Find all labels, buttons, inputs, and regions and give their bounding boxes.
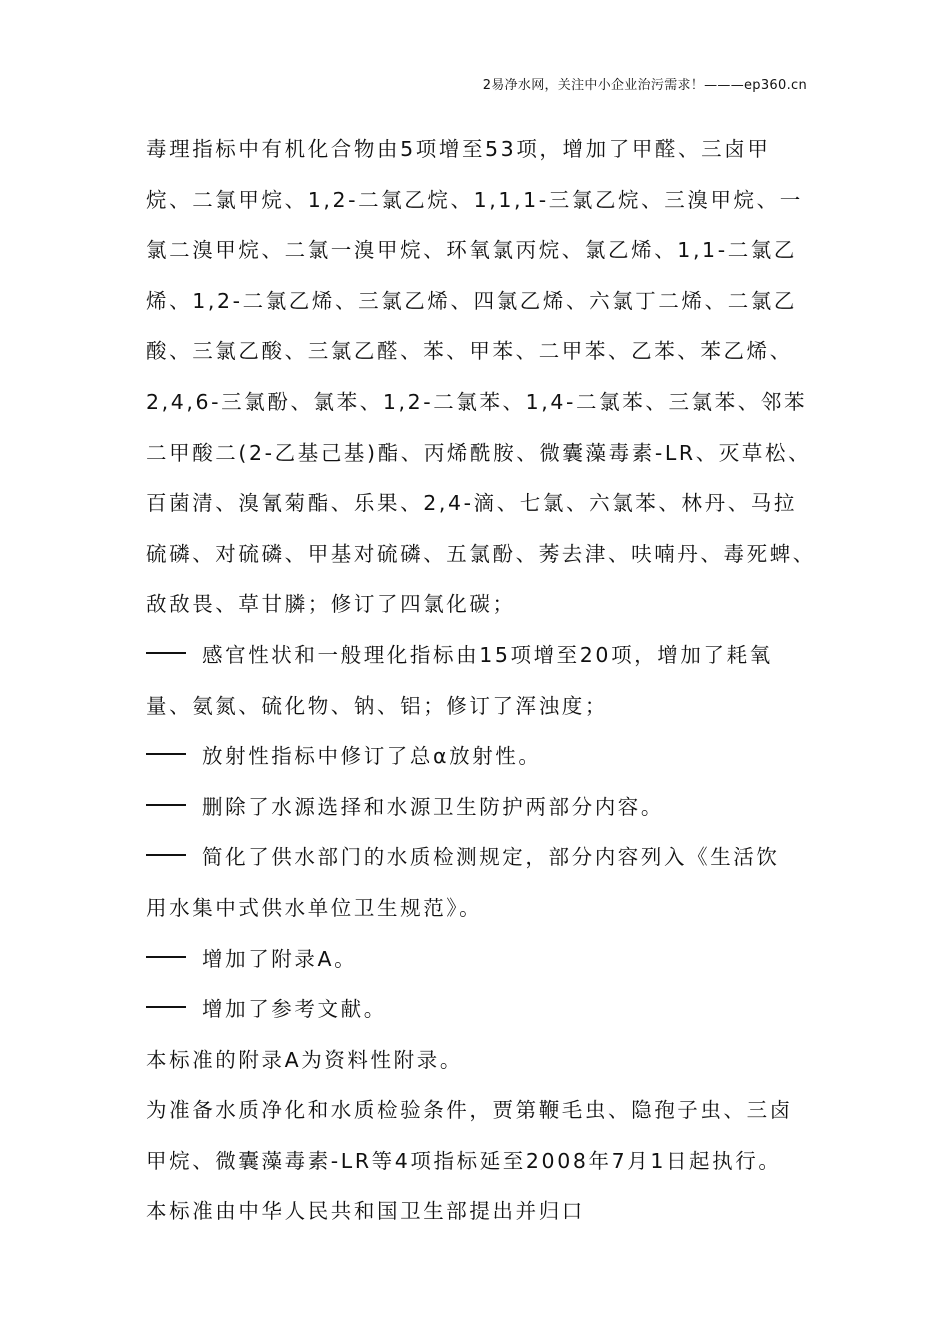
text-line: [146, 276, 810, 327]
text-line: [146, 124, 810, 175]
paragraph-radioactivity: [146, 731, 810, 782]
line-text: 烷、二氯甲烷、1,2-二氯乙烷、1,1,1-三氯乙烷、三溴甲烷、一: [146, 187, 803, 212]
line-text: 用水集中式供水单位卫生规范》。: [146, 895, 483, 920]
line-text: 感官性状和一般理化指标由15项增至20项，增加了耗氧: [202, 642, 773, 667]
text-line: [146, 428, 810, 479]
paragraph-monitoring: [146, 832, 810, 933]
page-header: 2易净水网，关注中小企业治污需求！———ep360.cn: [482, 78, 807, 93]
text-line: [146, 984, 810, 1035]
paragraph-appendix-a: [146, 934, 810, 985]
paragraph-implementation: [146, 1085, 810, 1186]
paragraph-references: [146, 984, 810, 1035]
line-text: 增加了附录A。: [202, 946, 358, 971]
em-dash: [146, 956, 186, 958]
text-line: [146, 782, 810, 833]
paragraph-water-source: [146, 782, 810, 833]
line-text: 简化了供水部门的水质检测规定，部分内容列入《生活饮: [202, 845, 780, 870]
paragraph-sensory: [146, 630, 810, 731]
text-line: [146, 1136, 810, 1187]
line-text: 2,4,6-三氯酚、氯苯、1,2-二氯苯、1,4-二氯苯、三氯苯、邻苯: [146, 389, 808, 414]
text-line: [146, 681, 810, 732]
text-line: [146, 579, 810, 630]
text-line: [146, 478, 810, 529]
line-text: 敌敌畏、草甘膦；修订了四氯化碳；: [146, 592, 516, 617]
text-line: [146, 175, 810, 226]
em-dash: [146, 804, 186, 806]
text-line: [146, 326, 810, 377]
line-text: 氯二溴甲烷、二氯一溴甲烷、环氧氯丙烷、氯乙烯、1,1-二氯乙: [146, 238, 797, 263]
line-text: 增加了参考文献。: [202, 997, 387, 1022]
line-text: 毒理指标中有机化合物由5项增至53项，增加了甲醛、三卤甲: [146, 137, 771, 161]
text-line: [146, 1085, 810, 1136]
text-line: [146, 377, 810, 428]
line-text: 二甲酸二(2-乙基己基)酯、丙烯酰胺、微囊藻毒素-LR、灭草松、: [146, 440, 812, 465]
text-line: [146, 1186, 810, 1237]
line-text: 删除了水源选择和水源卫生防护两部分内容。: [202, 794, 664, 819]
em-dash: [146, 753, 186, 755]
line-text: 硫磷、对硫磷、甲基对硫磷、五氯酚、莠去津、呋喃丹、毒死蜱、: [146, 541, 816, 566]
paragraph-proposer: [146, 1186, 810, 1237]
em-dash: [146, 854, 186, 856]
line-text: 百菌清、溴氰菊酯、乐果、2,4-滴、七氯、六氯苯、林丹、马拉: [146, 491, 797, 516]
line-text: 本标准由中华人民共和国卫生部提出并归口: [146, 1199, 585, 1224]
paragraph-toxicology: [146, 124, 816, 630]
text-line: [146, 1035, 810, 1086]
text-line: [146, 934, 810, 985]
text-line: [146, 832, 810, 883]
line-text: 为准备水质净化和水质检验条件，贾第鞭毛虫、隐孢子虫、三卤: [146, 1098, 793, 1123]
em-dash: [146, 652, 186, 654]
line-text: 本标准的附录A为资料性附录。: [146, 1047, 463, 1072]
line-text: 量、氨氮、硫化物、钠、铝；修订了浑浊度；: [146, 693, 608, 718]
body-text: [146, 124, 816, 1237]
em-dash: [146, 1006, 186, 1008]
text-line: [146, 529, 816, 580]
text-line: [146, 731, 810, 782]
line-text: 放射性指标中修订了总α放射性。: [202, 744, 542, 769]
text-line: [146, 630, 810, 681]
text-line: [146, 883, 810, 934]
line-text: 甲烷、微囊藻毒素-LR等4项指标延至2008年7月1日起执行。: [146, 1148, 782, 1173]
paragraph-appendix-note: [146, 1035, 810, 1086]
text-line: [146, 225, 810, 276]
line-text: 烯、1,2-二氯乙烯、三氯乙烯、四氯乙烯、六氯丁二烯、二氯乙: [146, 288, 797, 313]
line-text: 酸、三氯乙酸、三氯乙醛、苯、甲苯、二甲苯、乙苯、苯乙烯、: [146, 339, 793, 364]
